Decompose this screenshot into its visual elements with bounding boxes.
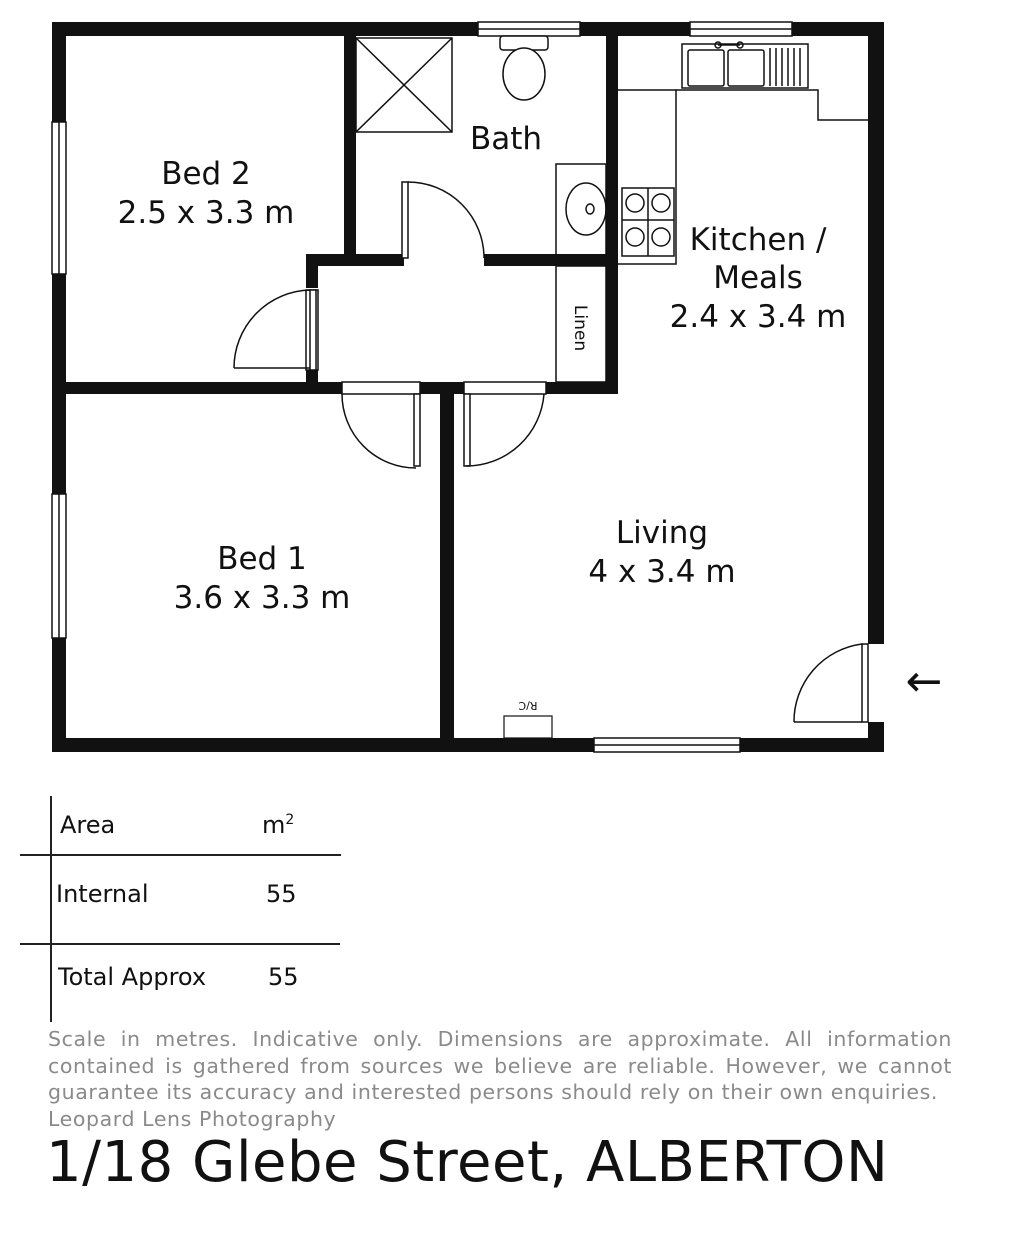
total-approx-label: Total Approx [58,963,207,991]
table-vertical-divider [50,796,52,1022]
rc-unit-icon [504,716,552,738]
entry-arrow-icon: ← [905,656,943,707]
bed1-size: 3.6 x 3.3 m [173,580,351,616]
door-bed1 [342,382,420,468]
area-table [20,796,350,1022]
rc-label: R/C [518,699,538,712]
door-bath [402,182,484,258]
table-divider [20,943,340,945]
bath-name: Bath [469,121,543,157]
kitchen-name-line1: Kitchen / [689,222,827,258]
shower-icon [356,38,452,132]
cooktop-icon [622,188,674,256]
photographer-credit: Leopard Lens Photography [48,1106,337,1131]
window-left-bed1 [52,494,66,638]
linen-label: Linen [570,304,590,352]
door-entry [794,644,882,722]
kitchen-name-line2: Meals [713,260,803,296]
disclaimer-text: Scale in metres. Indicative only. Dimensions are approximate. All information contained is gathered from sources we believe are reliable. However, we cannot guarantee its accuracy and interested persons should rely on their own enquiries. [48,1027,952,1104]
area-header-unit: $m^2$ [262,811,295,839]
window-top-kitchen [690,22,792,36]
door-living [464,382,546,466]
window-bottom-living [594,738,740,752]
disclaimer [48,1026,952,1132]
door-bed2 [234,290,318,370]
bed2-size: 2.5 x 3.3 m [117,195,295,231]
living-size: 4 x 3.4 m [588,554,736,590]
bath-door-gap [404,254,484,266]
property-address: 1/18 Glebe Street, ALBERTON [46,1130,889,1195]
window-left-bed2 [52,122,66,274]
sink-icon [682,42,808,88]
kitchen-size: 2.4 x 3.4 m [669,299,847,335]
internal-value: 55 [266,880,297,908]
bed1-name: Bed 1 [217,541,307,577]
total-approx-value: 55 [268,963,299,991]
area-header-label: Area [60,811,116,839]
toilet-icon [500,36,548,100]
living-name: Living [615,515,709,551]
bed2-name: Bed 2 [161,156,251,192]
table-divider [20,854,341,856]
window-top-bath [478,22,580,36]
vanity-basin-icon [556,164,606,256]
internal-label: Internal [56,880,149,908]
